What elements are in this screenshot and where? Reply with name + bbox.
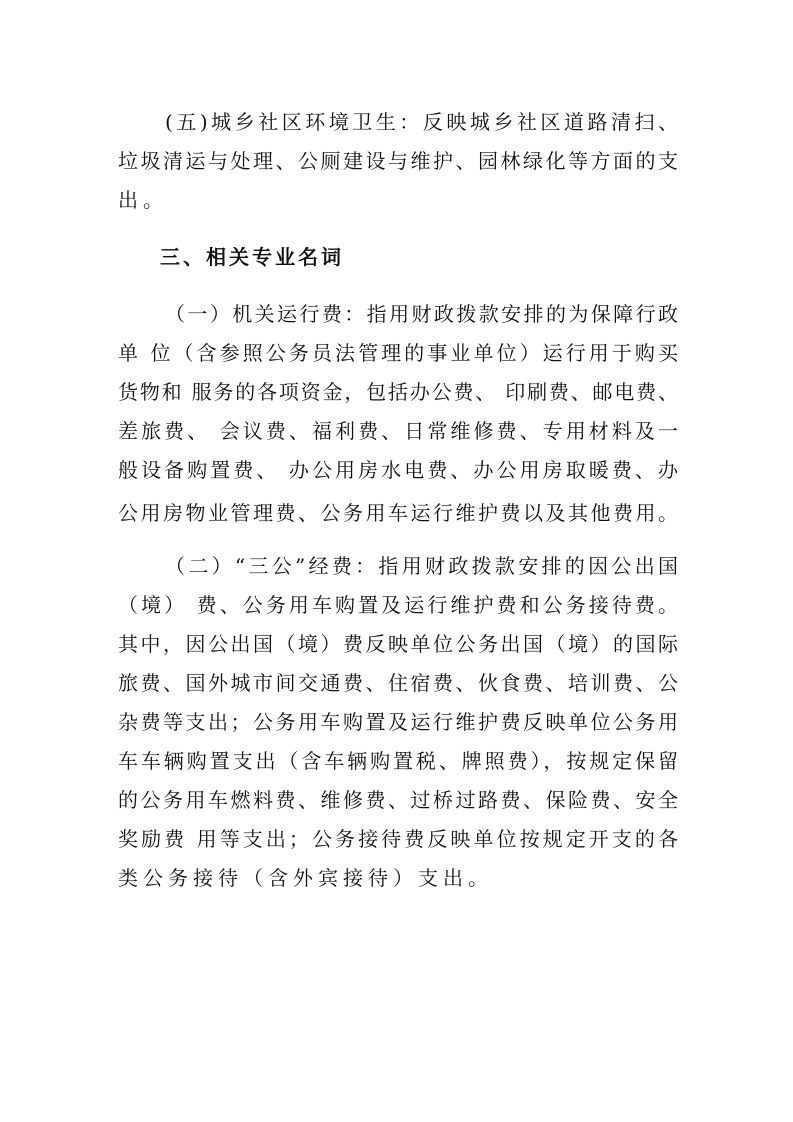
text-line: （境） 费、公务用车购置及运行维护费和公务接待费。 (118, 593, 678, 617)
text-line: 差旅费、 会议费、福利费、日常维修费、专用材料及一 (118, 419, 678, 443)
text-line: 垃圾清运与处理、公厕建设与维护、园林绿化等方面的支 (118, 149, 678, 173)
text-line: 货物和 服务的各项资金，包括办公费、 印刷费、邮电费、 (118, 380, 678, 404)
text-line: (五)城乡社区环境卫生：反映城乡社区道路清扫、 (165, 110, 678, 134)
text-line: 出。 (118, 188, 168, 212)
text-line: （一）机关运行费：指用财政拨款安排的为保障行政 (165, 302, 678, 326)
text-line: 单 位（含参照公务员法管理的事业单位）运行用于购买 (118, 341, 678, 365)
text-line: 类公务接待（含外宾接待）支出。 (118, 866, 493, 890)
text-line: 杂费等支出；公务用车购置及运行维护费反映单位公务用 (118, 710, 678, 734)
text-line: （二）“三公”经费：指用财政拨款安排的因公出国 (165, 554, 678, 578)
text-line: 奖励费 用等支出；公务接待费反映单位按规定开支的各 (118, 827, 678, 851)
text-line: 的公务用车燃料费、维修费、过桥过路费、保险费、安全 (118, 788, 678, 812)
text-line: 车车辆购置支出（含车辆购置税、牌照费），按规定保留 (118, 749, 678, 773)
section-heading: 三、相关专业名词 (160, 245, 344, 269)
text-line: 旅费、国外城市间交通费、住宿费、伙食费、培训费、公 (118, 671, 678, 695)
text-line: 公用房物业管理费、公务用车运行维护费以及其他费用。 (118, 501, 678, 525)
text-line: 其中，因公出国（境）费反映单位公务出国（境）的国际 (118, 632, 678, 656)
text-line: 般设备购置费、 办公用房水电费、办公用房取暖费、办 (118, 458, 678, 482)
